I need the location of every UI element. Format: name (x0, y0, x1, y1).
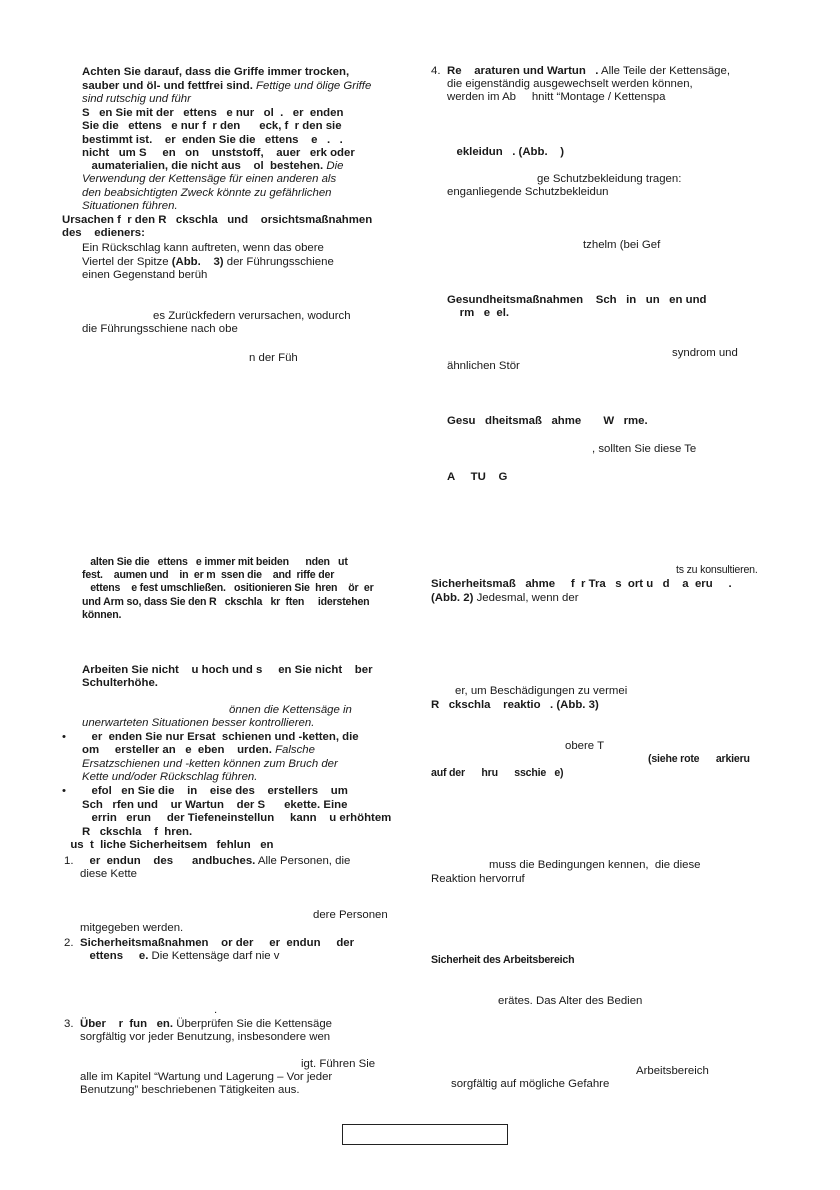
consult-line: ts zu konsultieren. (676, 564, 758, 576)
item1-line-3: dere Personen (313, 909, 388, 921)
kickback-text-a: Viertel der Spitze (82, 256, 169, 268)
kickback-fig-ref: (Abb. 3) (171, 256, 224, 268)
item1-line-1 (80, 855, 350, 869)
item2-end: . (214, 1004, 218, 1016)
hands-line-3: ettens e fest umschließen. ositionieren Sie hren ör er (82, 582, 374, 594)
damage-line: er, um Beschädigungen zu vermei (455, 685, 628, 697)
area-line-2: sorgfältig auf mögliche Gefahre (451, 1078, 610, 1090)
hands-line-5: können. (82, 609, 122, 621)
clothing-heading: ekleidun . (Abb. ) (447, 146, 565, 158)
item1-line-2: diese Kette (80, 868, 137, 880)
item3-line-4: alle im Kapitel “Wartung und Lagerung – Vor jeder (80, 1071, 333, 1083)
bullet-marker-1: • (62, 731, 66, 743)
shoulder-line-1: Arbeiten Sie nicht u hoch und s en Sie nicht ber (82, 664, 373, 676)
transport-text: Jedesmal, wenn der (476, 592, 579, 604)
syndrom-line-1: syndrom und (672, 347, 738, 359)
item3-line-2: sorgfältig vor jeder Benutzung, insbesondere wen (80, 1031, 331, 1043)
grips-bold-end: sauber und öl- und fettfrei sind. (82, 80, 253, 92)
item4-text: Alle Teile der Kettensäge, (601, 65, 730, 77)
shoulder-line-2: Schulterhöhe. (82, 677, 158, 689)
use-line-2: Sie die ettens e nur f r den eck, f r den sie (82, 120, 342, 132)
conditions-line-2: Reaktion hervorruf (431, 873, 525, 885)
grips-line-3: sind rutschig und führ (82, 93, 191, 105)
kickback-text-c: der Führungsschiene (226, 256, 334, 268)
transport-heading-1: Sicherheitsmaß ahme f r Tra s ort u d a eru . (431, 578, 732, 590)
use-italic-4: Situationen führen. (82, 200, 178, 212)
item3-line-3: igt. Führen Sie (301, 1058, 376, 1070)
health2-text: , sollten Sie diese Te (592, 443, 697, 455)
control-line-2: unerwarteten Situationen besser kontrollieren. (82, 717, 315, 729)
bullet1-bold-end: om ersteller an e eben urden. (82, 744, 272, 756)
health2-heading: Gesu dheitsmaß ahme W rme. (447, 415, 648, 427)
kickback-line-3: einen Gegenstand berüh (82, 269, 208, 281)
helmet-line: tzhelm (bei Gef (583, 239, 661, 251)
kickback-heading-2: des edieners: (62, 227, 145, 239)
grips-line-2 (82, 80, 371, 94)
kickback-line-2 (82, 256, 334, 270)
item3-number: 3. (64, 1018, 74, 1030)
use-line-4: nicht um S en on unststoff, auer erk oder (82, 147, 355, 159)
item1-line-4: mitgegeben werden. (80, 922, 184, 934)
marking-line-2: auf der hru sschie e) (431, 767, 564, 779)
use-line-3: bestimmt ist. er enden Sie die ettens e . . (82, 134, 343, 146)
spring-line-2: die Führungsschiene nach obe (82, 323, 238, 335)
workarea-heading: Sicherheit des Arbeitsbereich (431, 954, 575, 966)
use-bold-end: aumaterialien, die nicht aus ol bestehen. (82, 160, 324, 172)
clothing-line-2: enganliegende Schutzbekleidun (447, 186, 609, 198)
age-line: erätes. Das Alter des Bedien (498, 995, 643, 1007)
clothing-line-1: ge Schutzbekleidung tragen: (537, 173, 682, 185)
area-line-1: Arbeitsbereich (636, 1065, 709, 1077)
bullet2-line-3: errin erun der Tiefeneinstellun kann u erhöhtem (82, 812, 392, 824)
use-line-5 (82, 160, 343, 174)
spring-line-1: es Zurückfedern verursachen, wodurch (153, 310, 351, 322)
hands-line-1: alten Sie die ettens e immer mit beiden nden ut (82, 556, 348, 568)
bullet1-italic-start: Falsche (275, 744, 315, 756)
bullet2-line-2: Sch rfen und ur Wartun der S ekette. Eine (82, 799, 348, 811)
syndrom-line-2: ähnlichen Stör (447, 360, 520, 372)
bullet1-line-3: Ersatzschienen und -ketten können zum Bruch der (82, 758, 338, 770)
reaction-heading: R ckschla reaktio . (Abb. 3) (431, 699, 599, 711)
conditions-line-1: muss die Bedingungen kennen, die diese (489, 859, 701, 871)
safety-heading: us t liche Sicherheitsem fehlun en (64, 839, 274, 851)
item2-line-2 (80, 950, 279, 964)
grips-italic: Fettige und ölige Griffe (256, 80, 372, 92)
bullet1-line-4: Kette und/oder Rückschlag führen. (82, 771, 258, 783)
use-italic-3: den beabsichtigten Zweck könnte zu gefährlichen (82, 187, 332, 199)
attention-label: A TU G (447, 471, 508, 483)
page-number-box (342, 1124, 508, 1145)
bullet-marker-2: • (62, 785, 66, 797)
health1-heading-2: rm e el. (447, 307, 510, 319)
upper-line: obere T (565, 740, 605, 752)
transport-fig-ref: (Abb. 2) (431, 592, 474, 604)
item3-line-5: Benutzung” beschriebenen Tätigkeiten aus. (80, 1084, 300, 1096)
bullet1-line-2 (82, 744, 315, 758)
item4-line-3: werden im Ab hnitt “Montage / Kettenspa (447, 91, 666, 103)
kickback-line-1: Ein Rückschlag kann auftreten, wenn das obere (82, 242, 324, 254)
bullet1-line-1: er enden Sie nur Ersat schienen und -ketten, die (82, 731, 359, 743)
use-line-1: S en Sie mit der ettens e nur ol . er enden (82, 107, 344, 119)
transport-line-2 (431, 592, 579, 606)
item2-title-2: ettens e. (80, 950, 149, 962)
item2-number: 2. (64, 937, 74, 949)
kickback-heading-1: Ursachen f r den R ckschla und orsichtsmaßnahmen (62, 214, 373, 226)
item3-title: Über r fun en. (80, 1018, 174, 1030)
item4-line-2: die eigenständig ausgewechselt werden können, (447, 78, 693, 90)
item3-line-1 (80, 1018, 332, 1032)
bullet2-line-1: efol en Sie die in eise des erstellers um (82, 785, 348, 797)
item4-number: 4. (431, 65, 441, 77)
item4-title: Re araturen und Wartun . (447, 65, 599, 77)
use-italic-start: Die (326, 160, 344, 172)
item1-title: er endun des andbuches. (80, 855, 256, 867)
hands-line-2: fest. aumen und in er m ssen die and riffe der (82, 569, 335, 581)
control-line-1: önnen die Kettensäge in (229, 704, 352, 716)
grips-line-1: Achten Sie darauf, dass die Griffe immer trocken, (82, 66, 350, 78)
item1-number: 1. (64, 855, 74, 867)
bullet2-line-4: R ckschla f hren. (82, 826, 193, 838)
use-italic-2: Verwendung der Kettensäge für einen anderen als (82, 173, 337, 185)
item2-title-1: Sicherheitsmaßnahmen or der er endun der (80, 937, 355, 949)
item4-line-1 (447, 65, 730, 79)
item2-text: Die Kettensäge darf nie v (151, 950, 280, 962)
hands-line-4: und Arm so, dass Sie den R ckschla kr ften iderstehen (82, 596, 370, 608)
marking-line-1: (siehe rote arkieru (648, 753, 750, 765)
health1-heading-1: Gesundheitsmaßnahmen Sch in un en und (447, 294, 707, 306)
guide-fragment: n der Füh (249, 352, 298, 364)
item3-text: Überprüfen Sie die Kettensäge (176, 1018, 332, 1030)
item1-text: Alle Personen, die (257, 855, 351, 867)
